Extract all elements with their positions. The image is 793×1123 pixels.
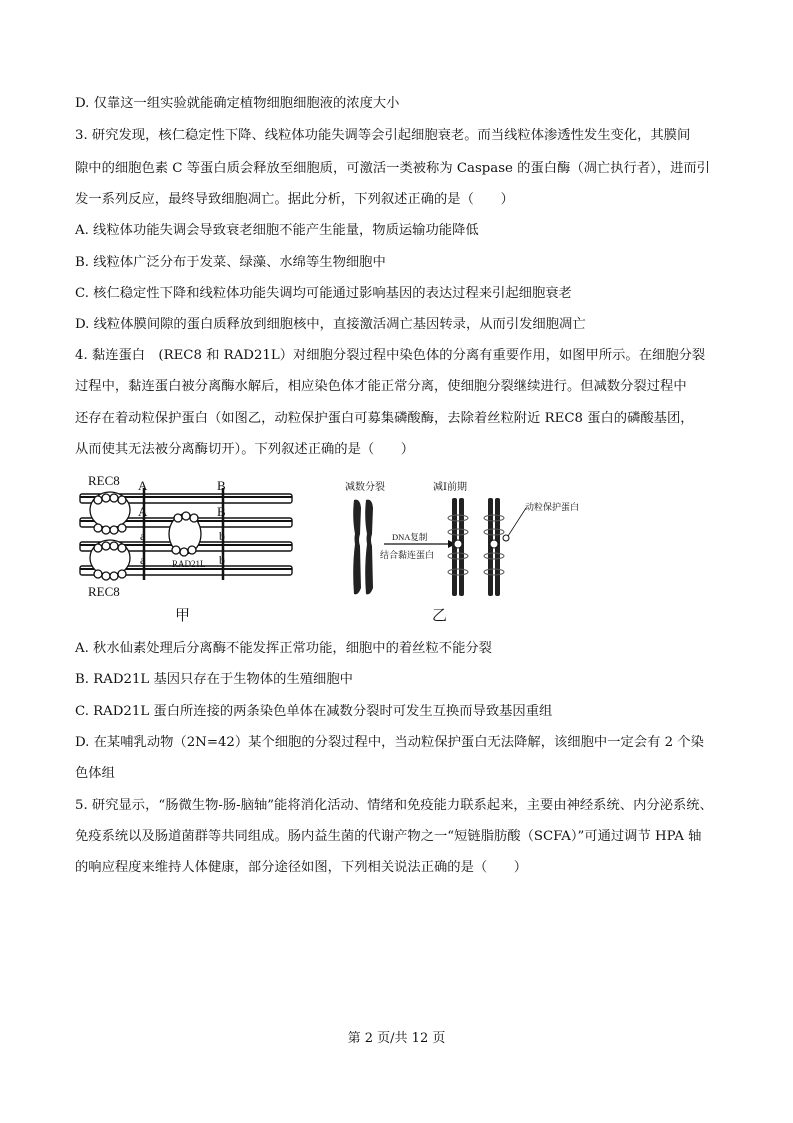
- gene-label: B: [217, 478, 226, 493]
- gene-label: A: [138, 504, 148, 519]
- text-line: 还存在着动粒保护蛋白（如图乙，动粒保护蛋白可募集磷酸酶，去除着丝粒附近 REC8 蛋白的磷酸基团，: [75, 411, 694, 426]
- prophase-label: 减Ⅰ前期: [433, 482, 467, 493]
- gene-label: b: [219, 529, 225, 543]
- figure-jia: [72, 470, 302, 600]
- text-line: 色体组: [75, 766, 115, 781]
- rec8-label-top: REC8: [88, 473, 120, 488]
- kinetochore-label: 动粒保护蛋白: [525, 502, 580, 512]
- rec8-cohesin: [90, 492, 130, 580]
- text-line: D. 线粒体膜间隙的蛋白质释放到细胞核中，直接激活凋亡基因转录，从而引发细胞凋亡: [75, 317, 586, 332]
- text-line: C. 核仁稳定性下降和线粒体功能失调均可能通过影响基因的表达过程来引起细胞衰老: [75, 286, 572, 301]
- page-footer: 第 2 页/共 12 页: [347, 1031, 446, 1046]
- text-line: A. 秋水仙素处理后分离酶不能发挥正常功能，细胞中的着丝粒不能分裂: [75, 641, 492, 656]
- text-line: 免疫系统以及肠道菌群等共同组成。肠内益生菌的代谢产物之一“短链脂肪酸（SCFA）”可通过调节 HPA 轴: [75, 829, 702, 844]
- text-line: 3. 研究发现，核仁稳定性下降、线粒体功能失调等会引起细胞衰老。而当线粒体渗透性发生变化，其膜间: [75, 128, 691, 143]
- figure-yi: [340, 478, 600, 600]
- text-line: C. RAD21L 蛋白所连接的两条染色单体在减数分裂时可发生互换而导致基因重组: [75, 704, 553, 719]
- text-line: 隙中的细胞色素 C 等蛋白质会释放至细胞质，可激活一类被称为 Caspase 的蛋白酶（凋亡执行者），进而引: [75, 161, 710, 176]
- text-line: 4. 黏连蛋白 (REC8 和 RAD21L）对细胞分裂过程中染色体的分离有重要作用，如图甲所示。在细胞分裂: [75, 348, 706, 363]
- text-line: 从而使其无法被分离酶切开）。下列叙述正确的是（ ）: [75, 442, 415, 457]
- rad21l-label: RAD21L: [172, 559, 206, 569]
- text-line: 过程中，黏连蛋白被分离酶水解后，相应染色体才能正常分离，使细胞分裂继续进行。但减数分裂过程中: [75, 379, 687, 394]
- figure-jia-caption: 甲: [175, 606, 191, 624]
- gene-label: b: [219, 553, 225, 567]
- text-line: D. 仅靠这一组实验就能确定植物细胞细胞液的浓度大小: [75, 96, 400, 111]
- rec8-label-bottom: REC8: [88, 584, 120, 599]
- text-line: B. 线粒体广泛分布于发菜、绿藻、水绵等生物细胞中: [75, 255, 386, 270]
- rad21l-cohesin: [169, 512, 201, 556]
- gene-label: B: [217, 504, 226, 519]
- dna-rep-label: DNA复制: [392, 532, 428, 542]
- gene-label: a: [140, 529, 146, 543]
- text-line: D. 在某哺乳动物（2N=42）某个细胞的分裂过程中，当动粒保护蛋白无法降解，该细胞中一定会有 2 个染: [75, 735, 704, 750]
- figure-yi-caption: 乙: [432, 606, 448, 624]
- meiosis-label: 减数分裂: [345, 482, 385, 493]
- chromosome-before: [353, 500, 373, 595]
- gene-label: a: [140, 553, 146, 567]
- gene-label: A: [138, 478, 148, 493]
- bind-label: 结合黏连蛋白: [380, 550, 435, 560]
- text-line: B. RAD21L 基因只存在于生物体的生殖细胞中: [75, 672, 353, 687]
- text-line: 5. 研究显示，“肠微生物-肠-脑轴”能将消化活动、情绪和免疫能力联系起来，主要由神经系统、内分泌系统、: [75, 798, 713, 813]
- text-line: A. 线粒体功能失调会导致衰老细胞不能产生能量，物质运输功能降低: [75, 223, 479, 238]
- text-line: 的响应程度来维持人体健康，部分途径如图，下列相关说法正确的是（ ）: [75, 860, 528, 875]
- text-line: 发一系列反应，最终导致细胞凋亡。据此分析，下列叙述正确的是（ ）: [75, 192, 514, 207]
